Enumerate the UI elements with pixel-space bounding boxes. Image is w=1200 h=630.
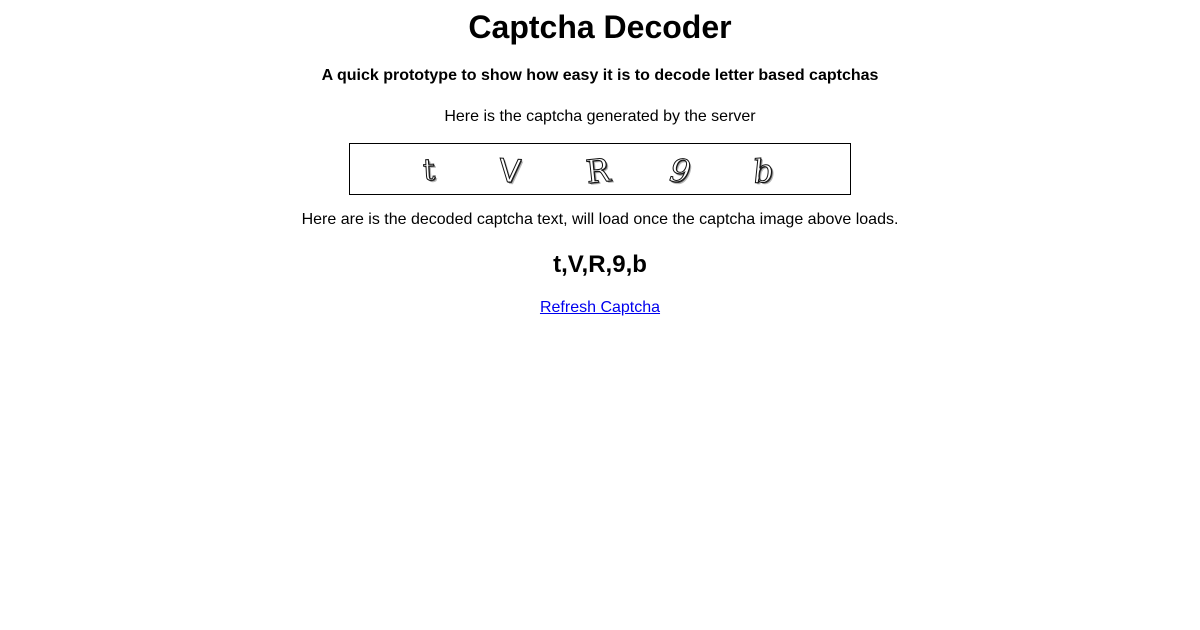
captcha-image (349, 143, 851, 195)
captcha-char: R (584, 150, 613, 192)
page-subtitle: A quick prototype to show how easy it is to decode letter based captchas (321, 67, 879, 84)
captcha-char: b (751, 151, 776, 191)
page-title: Captcha Decoder (468, 9, 732, 45)
captcha-intro-text: Here is the captcha generated by the server (444, 108, 756, 125)
refresh-captcha-link[interactable]: Refresh Captcha (539, 299, 661, 316)
captcha-char: V (497, 151, 523, 191)
captcha-char: t (422, 152, 436, 189)
captcha-char: 9 (667, 150, 693, 192)
decoded-captcha-text: t,V,R,9,b (553, 251, 647, 278)
refresh-link-container (0, 298, 1200, 318)
decoded-intro-text: Here are is the decoded captcha text, will load once the captcha image above loads. (301, 211, 899, 228)
